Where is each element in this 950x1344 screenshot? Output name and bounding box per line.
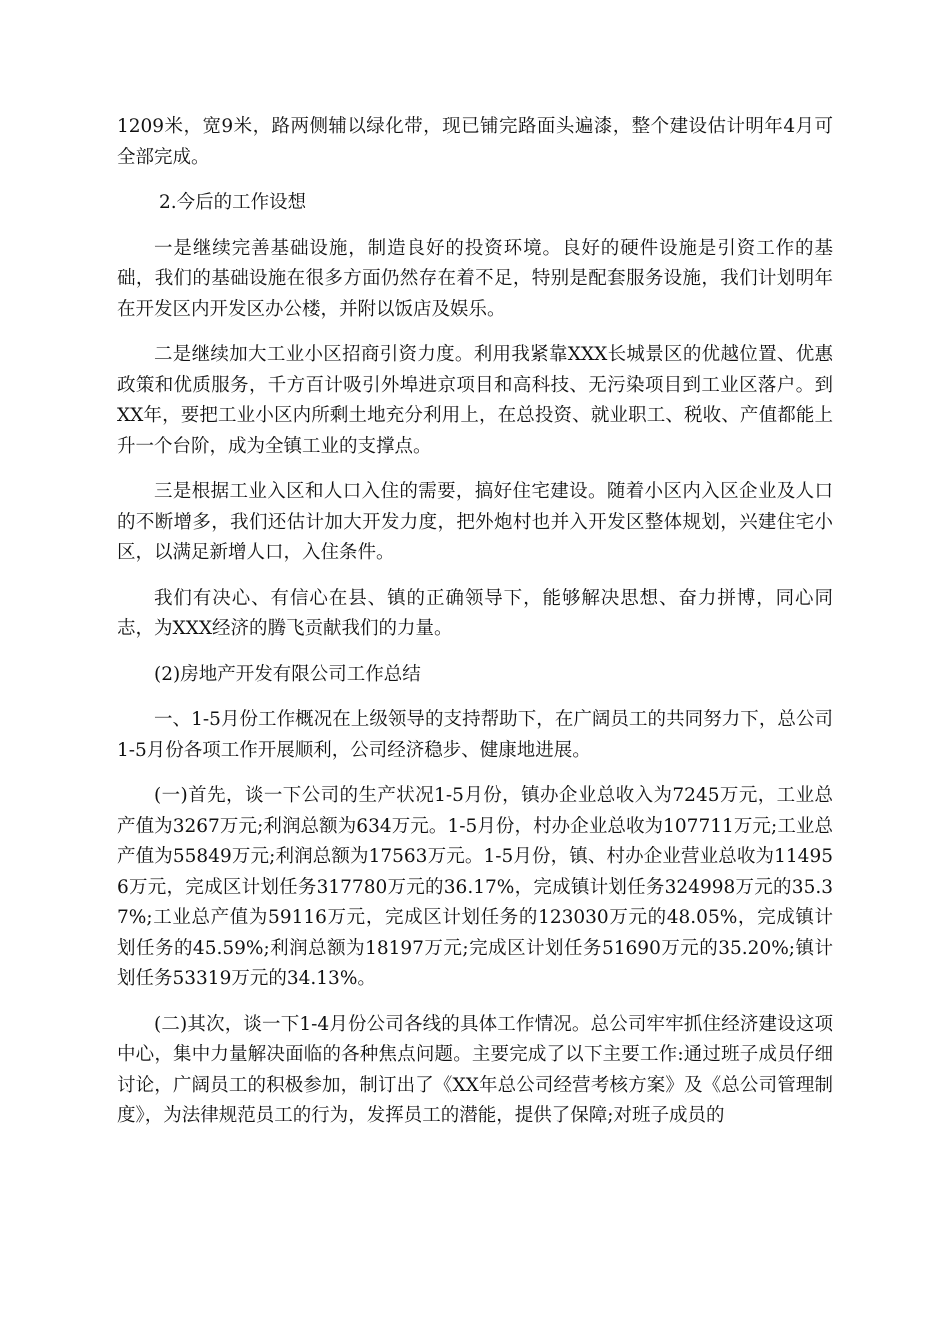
paragraph-determination: 我们有决心、有信心在县、镇的正确领导下，能够解决思想、奋力拼博，同心同志，为XXX经济的腾飞贡献我们的力量。 <box>117 587 833 639</box>
paragraph-work-overview: 一、1-5月份工作概况在上级领导的支持帮助下，在广阔员工的共同努力下，总公司1-5月份各项工作开展顺利，公司经济稳步、健康地进展。 <box>117 709 833 761</box>
section-heading-future-plans: 2.今后的工作设想 <box>159 192 307 213</box>
paragraph-production-status: (一)首先，谈一下公司的生产状况1-5月份，镇办企业总收入为7245万元，工业总产值为3267万元;利润总额为634万元。1-5月份，村办企业总收为107711万元;工业总产值为55849万元;利润总额为17563万元。1-5月份，镇、村办企业营业总收为114956万元，完成区计划任务317780万元的36.17%，完成镇计划任务324998万元的35.37%;工业总产值为59116万元，完成区计划任务的123030万元的48.05%，完成镇计划任务的45.59%;利润总额为18197万元;完成区计划任务51690万元的35.20%;镇计划任务53319万元的34.13%。 <box>117 785 833 989</box>
paragraph-specific-work: (二)其次，谈一下1-4月份公司各线的具体工作情况。总公司牢牢抓住经济建设这项中心，集中力量解决面临的各种焦点问题。主要完成了以下主要工作:通过班子成员仔细讨论，广阔员工的积极参加，制订出了《XX年总公司经营考核方案》及《总公司管理制度》，为法律规范员工的行为，发挥员工的潜能，提供了保障;对班子成员的 <box>117 1013 833 1126</box>
paragraph-investment: 二是继续加大工业小区招商引资力度。利用我紧靠XXX长城景区的优越位置、优惠政策和优质服务，千方百计吸引外埠进京项目和高科技、无污染项目到工业区落户。到XX年，要把工业小区内所剩土地充分利用上，在总投资、就业职工、税收、产值都能上升一个台阶，成为全镇工业的支撑点。 <box>117 344 833 457</box>
section-heading-real-estate-summary: (2)房地产开发有限公司工作总结 <box>154 663 421 685</box>
document-body <box>117 112 833 1147</box>
paragraph-road-construction: 1209米，宽9米，路两侧辅以绿化带，现已铺完路面头遍漆，整个建设估计明年4月可全部完成。 <box>117 116 833 168</box>
paragraph-housing: 三是根据工业入区和人口入住的需要，搞好住宅建设。随着小区内入区企业及人口的不断增多，我们还估计加大开发力度，把外炮村也并入开发区整体规划，兴建住宅小区，以满足新增人口，入住条件。 <box>117 481 833 563</box>
paragraph-infrastructure: 一是继续完善基础设施，制造良好的投资环境。良好的硬件设施是引资工作的基础，我们的基础设施在很多方面仍然存在着不足，特别是配套服务设施，我们计划明年在开发区内开发区办公楼，并附以饭店及娱乐。 <box>117 237 833 320</box>
